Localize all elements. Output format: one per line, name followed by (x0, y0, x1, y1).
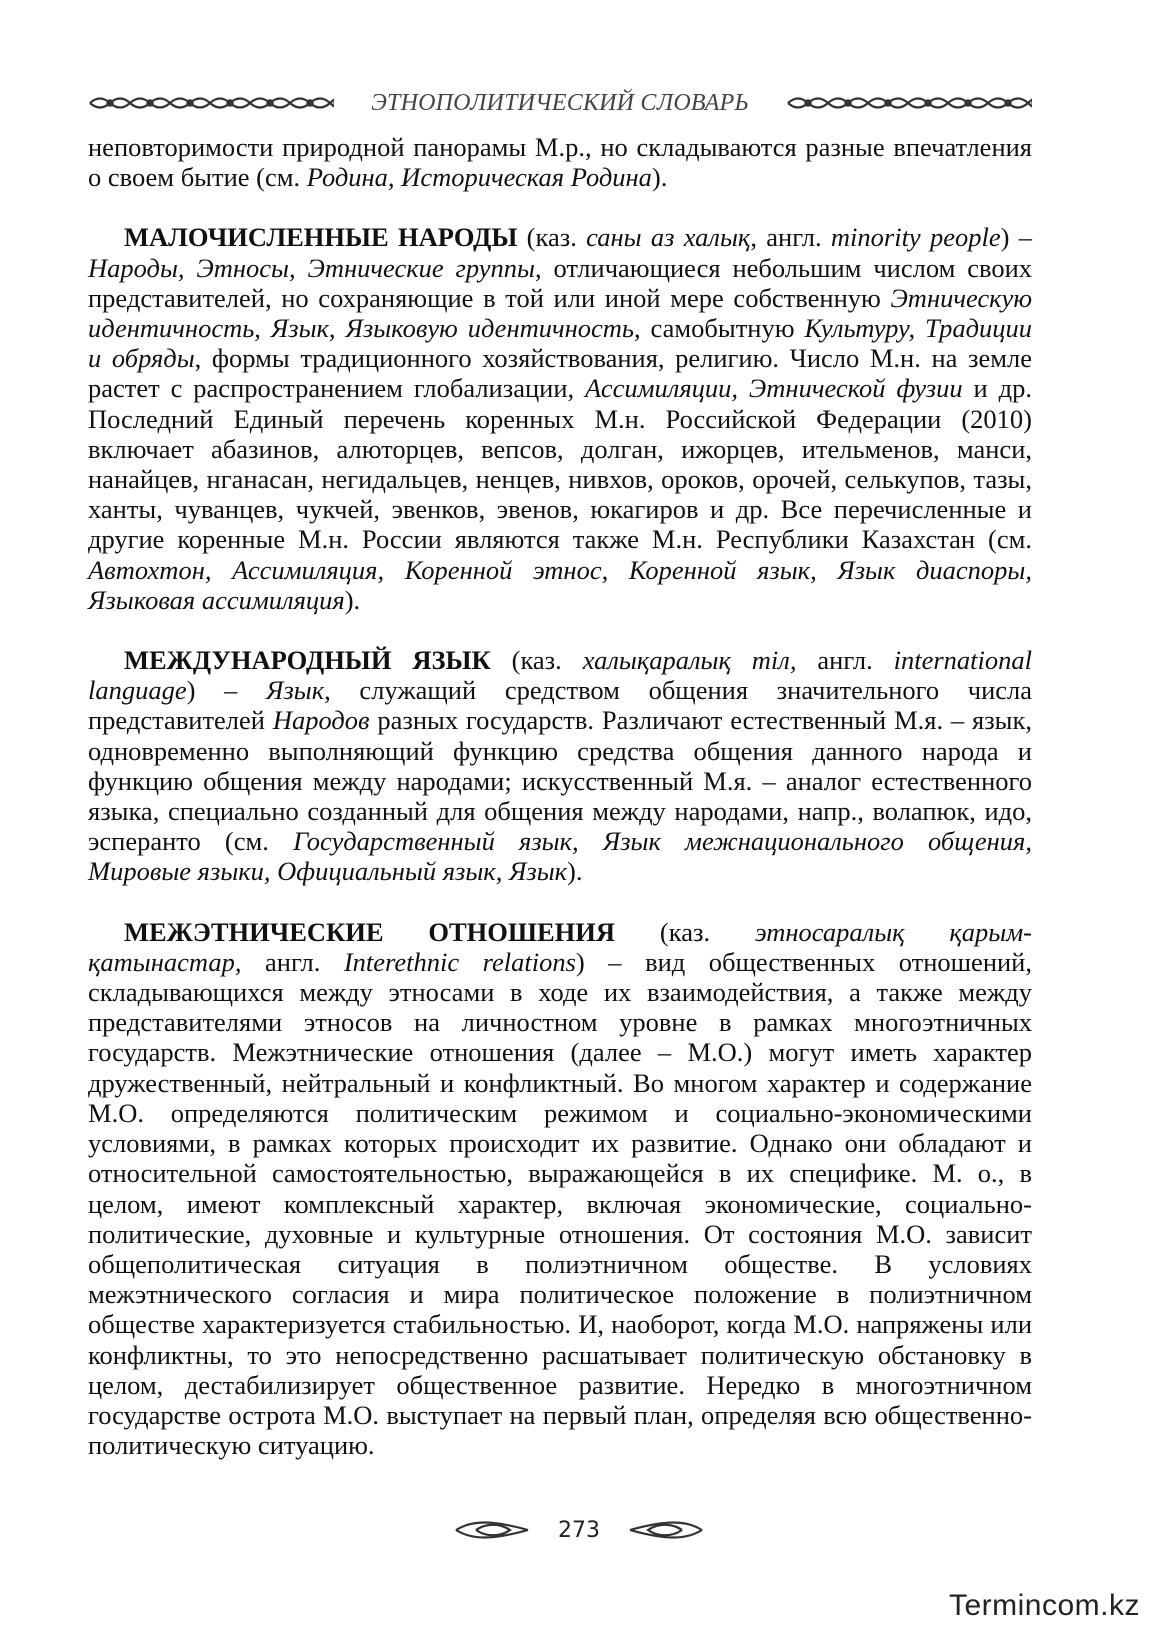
eng-translation: international language (88, 645, 1032, 706)
cross-ref: Народов (272, 705, 370, 736)
cross-ref: Язык (266, 675, 325, 706)
definition-text: разных государств. Различают естественный М.я. – язык, одновременно выполняющий функцию средства общения данного народа и функцию общения между народами; искусственный М.я. – аналог естественного языка, специально созданный для общения между народами, напр., волапюк, идо, эсперанто (см. (88, 705, 1032, 857)
cross-ref: Культуру, Традиции и обряды (88, 313, 1033, 374)
entry-term: МЕЖДУНАРОДНЫЙ ЯЗЫК (124, 645, 491, 676)
page-footer (0, 1510, 1158, 1550)
definition-text: , формы традиционного хозяйствования, религию. Число М.н. на земле растет с распространением глобализации, (88, 343, 1032, 404)
eng-translation: Interethnic relations (343, 946, 576, 977)
running-title: ЭТНОПОЛИТИЧЕСКИЙ СЛОВАРЬ (371, 89, 749, 116)
site-watermark: Termincom.kz (948, 1589, 1140, 1622)
dash: ) – (1000, 222, 1033, 253)
definition-text: , самобытную (633, 313, 805, 344)
definition-text: и др. Последний Единый перечень коренных М.н. Российской Федерации (2010) включает абазинов, алюторцев, вепсов, долган, ижорцев, ительменов, манси, нанайцев, нганасан, негидальцев, ненцев, нивхов, ороков, орочей, селькупов, тазы, ханты, чуванцев, чукчей, эвенков, эвенов, юкагиров и др. Все перечисленные и другие коренные М.н. России являются также М.н. Республики Казахстан (см. (88, 373, 1032, 555)
body-text (88, 132, 1032, 1460)
definition-text: ). (344, 584, 361, 615)
kaz-translation: халықаралық тіл, (582, 645, 797, 676)
running-header (88, 86, 1032, 120)
continuation-paragraph (88, 132, 1032, 192)
entry-term: МАЛОЧИСЛЕННЫЕ НАРОДЫ (124, 222, 518, 253)
cross-ref: Государственный язык, Язык межнационального общения, Мировые языки, Официальный язык, Язык (88, 826, 1032, 887)
ornament-right-icon (786, 92, 1032, 114)
entry-term: МЕЖЭТНИЧЕСКИЕ ОТНОШЕНИЯ (124, 916, 616, 947)
entry-mezhdunarodnyi-yazyk (88, 645, 1032, 887)
ornament-left-icon (88, 92, 334, 114)
cross-ref: Народы, Этносы, Этнические группы (88, 252, 535, 283)
footer-ornament-left-icon (452, 1518, 532, 1542)
eng-translation: minority people (830, 222, 1001, 253)
kaz-label: (каз. (615, 916, 755, 947)
eng-label: , англ. (750, 222, 831, 253)
continuation-text: неповторимости природной панорамы М.р., но складываются разные впечатления о своем бытие (см. (88, 132, 1032, 193)
entry-mezhetnicheskie-otnosheniya (88, 917, 1032, 1461)
dash: ) – (186, 675, 267, 706)
definition-text: ). (567, 856, 583, 887)
cross-ref: Этническую идентичность, Язык, Языковую идентичность (88, 282, 1032, 344)
cross-ref: Автохтон, Ассимиляция, Коренной этнос, Коренной язык, Язык диаспоры, Языковая ассимиляция (88, 554, 1032, 615)
kaz-label: (каз. (517, 222, 587, 253)
continuation-end: ). (651, 162, 668, 193)
eng-label: англ. (796, 645, 894, 676)
kaz-label: (каз. (490, 645, 583, 676)
kaz-translation: этносаралық қарым-қатынастар, (88, 916, 1032, 977)
page-number: 273 (558, 1517, 600, 1543)
dash: ) – (575, 946, 646, 977)
definition-text: , служащий средством общения значительного числа представителей (88, 675, 1033, 736)
kaz-translation: саны аз халық (586, 222, 751, 253)
continuation-refs: Родина, Историческая Родина (306, 162, 652, 193)
eng-label: англ. (241, 946, 344, 977)
entry-malochislennye-narody (88, 222, 1032, 615)
footer-ornament-right-icon (626, 1518, 706, 1542)
definition-text: , отличающиеся небольшим числом своих представителей, но сохраняющие в той или иной мере собственную (88, 252, 1033, 313)
cross-ref: Ассимиляции, Этнической фузии (585, 373, 963, 404)
definition-text: вид общественных отношений, складывающихся между этносами в ходе их взаимодействия, а также между представителями этносов на личностном уровне в рамках многоэтничных государств. Межэтнические отношения (далее – М.О.) могут иметь характер дружественный, нейтральный и конфликтный. Во многом характер и содержание М.О. определяются политическим режимом и социально-экономическими условиями, в рамках которых происходит их развитие. Однако они обладают и относительной самостоятельностью, выражающейся в их специфике. М. о., в целом, имеют комплексный характер, включая экономические, социально-политические, духовные и культурные отношения. От состояния М.О. зависит общеполитическая ситуация в полиэтничном обществе. В условиях межэтнического согласия и мира политическое положение в полиэтничном обществе характеризуется стабильностью. И, наоборот, когда М.О. напряжены или конфликтны, то это непосредственно расшатывает политическую обстановку в целом, дестабилизирует общественное развитие. Нередко в многоэтничном государстве острота М.О. выступает на первый план, определяя всю общественно-политическую ситуацию. (88, 946, 1032, 1461)
